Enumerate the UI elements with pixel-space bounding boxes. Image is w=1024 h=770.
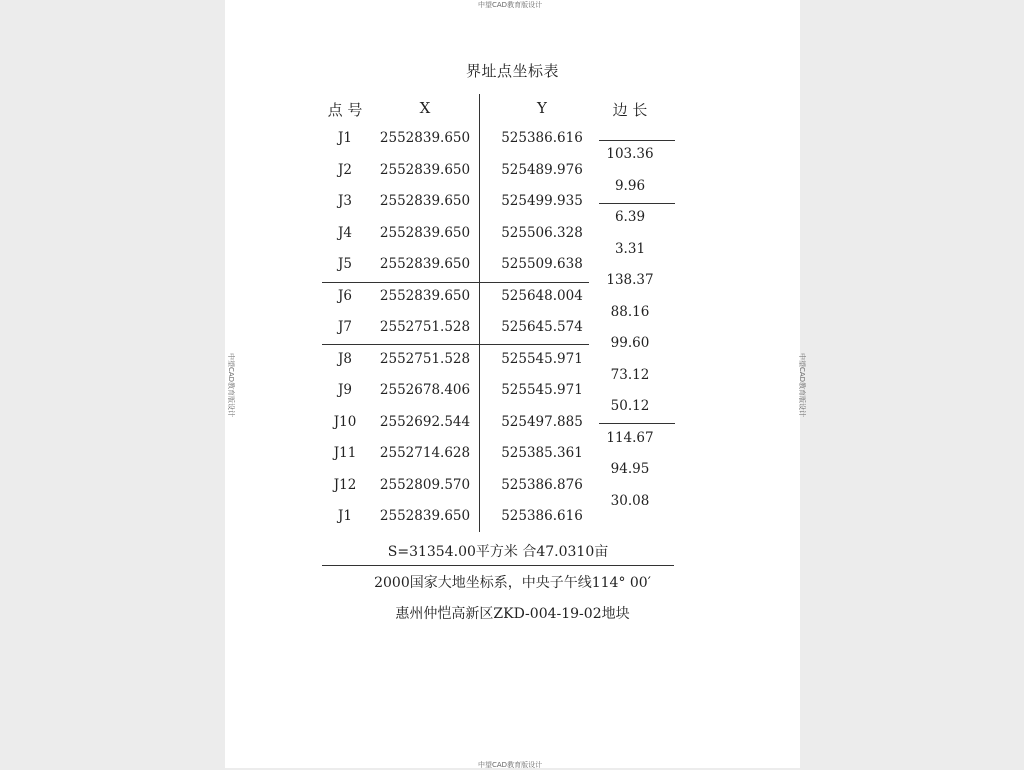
row-point-id: J2 xyxy=(337,161,352,178)
row-y-value: 525497.885 xyxy=(501,413,583,430)
row-y-value: 525545.971 xyxy=(501,382,583,398)
side-length-value: 50.12 xyxy=(610,398,650,414)
row-y-value: 525386.616 xyxy=(501,508,583,524)
row-y-value: 525386.616 xyxy=(501,130,583,146)
row-x-value: 2552839.650 xyxy=(379,130,471,146)
row-point-id: J1 xyxy=(337,508,352,524)
row-y-value: 525645.574 xyxy=(501,319,583,335)
header-point-id: 点 号 xyxy=(327,101,363,119)
side-length-value: 114.67 xyxy=(606,429,654,446)
side-length-value: 3.31 xyxy=(614,240,646,257)
parcel-name: 惠州仲恺高新区ZKD-004-19-02地块 xyxy=(395,606,630,622)
row-separator xyxy=(599,423,675,424)
row-y-value: 525545.971 xyxy=(501,350,583,367)
row-y-value: 525386.876 xyxy=(501,476,583,493)
area-summary: S=31354.00平方米 合47.0310亩 xyxy=(387,544,609,560)
row-y-value: 525499.935 xyxy=(501,193,583,209)
row-y-value: 525509.638 xyxy=(501,256,583,272)
side-length-value: 138.37 xyxy=(606,272,654,288)
watermark-top: 中望CAD教育版设计 xyxy=(478,1,543,9)
table-bottom-line xyxy=(322,565,674,566)
side-length-value: 94.95 xyxy=(610,461,650,477)
side-length-value: 73.12 xyxy=(610,366,650,383)
row-point-id: J5 xyxy=(337,256,352,272)
row-x-value: 2552809.570 xyxy=(379,476,471,493)
row-point-id: J9 xyxy=(337,382,352,398)
side-length-value: 103.36 xyxy=(606,146,654,162)
row-y-value: 525648.004 xyxy=(501,287,583,304)
row-y-value: 525506.328 xyxy=(501,224,583,241)
row-x-value: 2552839.650 xyxy=(379,287,471,304)
row-x-value: 2552714.628 xyxy=(379,445,471,461)
row-point-id: J10 xyxy=(333,413,357,430)
coordinate-system-note: 2000国家大地坐标系，中央子午线114° 00′ xyxy=(374,575,651,591)
row-separator xyxy=(322,344,589,345)
row-x-value: 2552839.650 xyxy=(379,193,471,209)
row-y-value: 525489.976 xyxy=(501,161,583,178)
header-x: X xyxy=(419,99,431,117)
side-length-value: 99.60 xyxy=(610,335,650,351)
row-x-value: 2552751.528 xyxy=(379,319,471,335)
row-separator xyxy=(599,140,675,141)
row-x-value: 2552839.650 xyxy=(379,256,471,272)
row-point-id: J1 xyxy=(337,130,352,146)
row-separator xyxy=(599,203,675,204)
row-point-id: J8 xyxy=(337,350,352,367)
side-length-value: 9.96 xyxy=(614,177,646,194)
row-y-value: 525385.361 xyxy=(501,445,583,461)
row-point-id: J7 xyxy=(337,319,352,335)
row-point-id: J12 xyxy=(333,476,357,493)
document-page xyxy=(225,0,807,769)
watermark-right: 中望CAD教育版设计 xyxy=(798,352,807,418)
watermark-left: 中望CAD教育版设计 xyxy=(227,352,236,418)
side-length-value: 30.08 xyxy=(610,492,650,509)
row-x-value: 2552839.650 xyxy=(379,224,471,241)
header-y: Y xyxy=(537,99,547,117)
table-title: 界址点坐标表 xyxy=(465,62,559,80)
row-point-id: J4 xyxy=(337,224,352,241)
row-x-value: 2552692.544 xyxy=(379,413,471,430)
row-x-value: 2552839.650 xyxy=(379,508,471,524)
column-divider xyxy=(479,94,480,532)
row-point-id: J3 xyxy=(337,193,352,209)
side-length-value: 6.39 xyxy=(614,209,646,225)
header-side-length: 边 长 xyxy=(612,101,648,119)
row-x-value: 2552678.406 xyxy=(379,382,471,398)
row-point-id: J11 xyxy=(333,445,357,461)
row-separator xyxy=(322,282,589,283)
row-point-id: J6 xyxy=(337,287,352,304)
watermark-bottom: 中望CAD教育版设计 xyxy=(478,761,543,769)
side-length-value: 88.16 xyxy=(610,303,650,320)
row-x-value: 2552839.650 xyxy=(379,161,471,178)
row-x-value: 2552751.528 xyxy=(379,350,471,367)
